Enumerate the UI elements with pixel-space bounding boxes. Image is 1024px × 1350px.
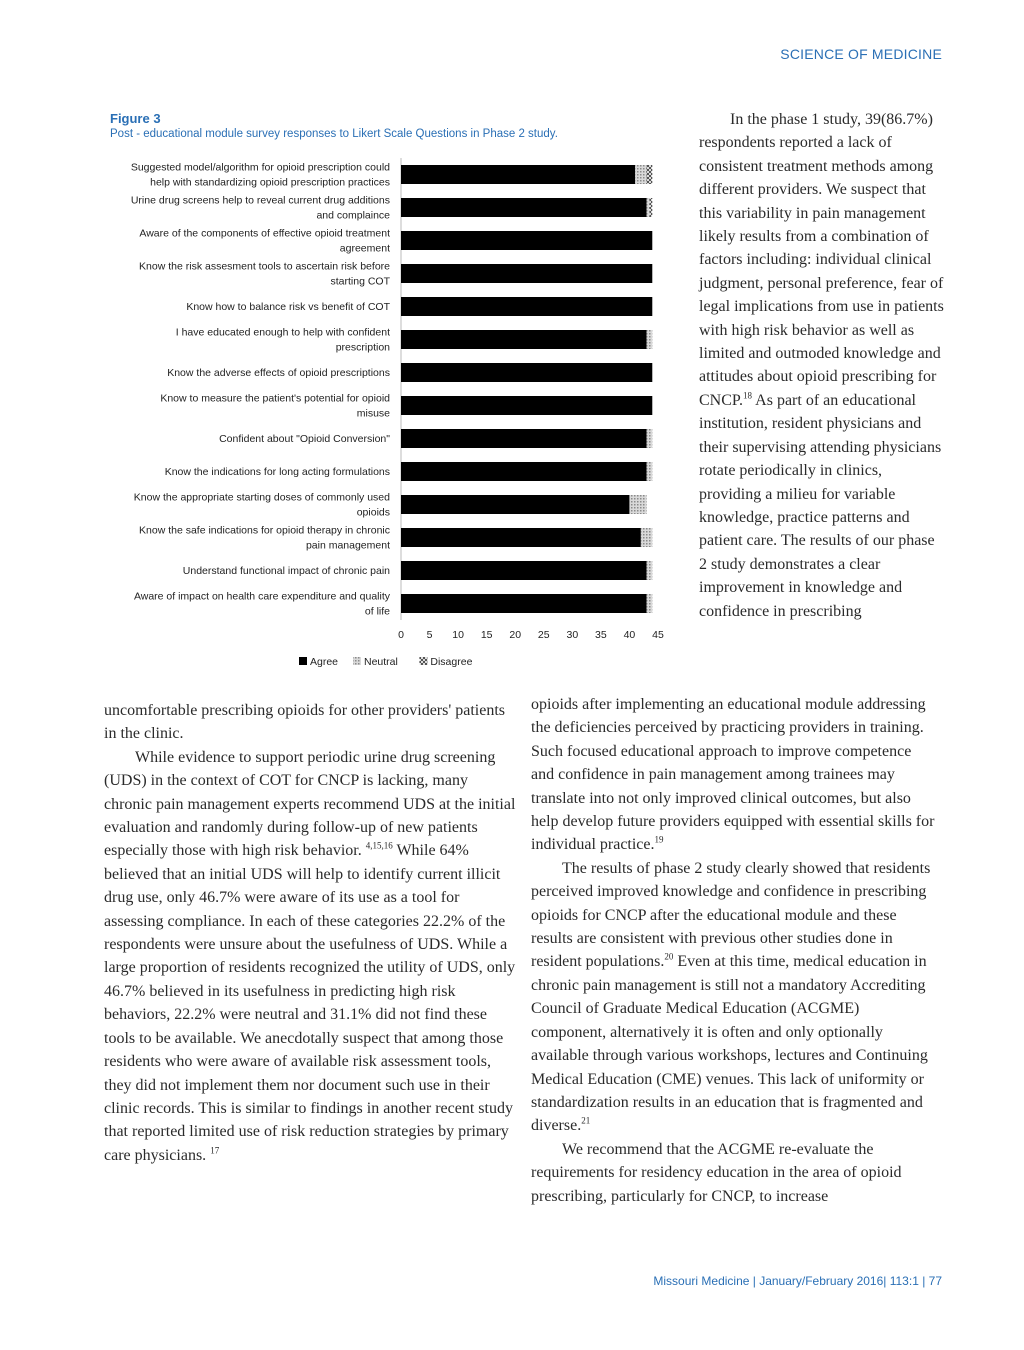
- x-tick-label: 30: [566, 629, 579, 641]
- bar-agree: [401, 198, 647, 217]
- paragraph-uds-cont: While 64% believed that an initial UDS will help to identify current illicit drug use, only 46.7% were aware of its use as a tool for assessing compliance. In each of these categories 22.2% of the respondents were unsure about the usefulness of UDS. While a large proportion of residents recognized the utility of UDS, only 46.7% believed in its usefulness in predicting high risk behaviors, 22.2% were neutral and 31.1% did not find these tools to be available. We anecdotally suspect that among those residents who were aware of available risk assessment tools, they did not implement them nor document such use in their clinic records. This is similar to findings in another recent study that reported limited use of risk reduction strategies by primary care physicians.: [104, 842, 516, 1164]
- bar-agree: [401, 330, 647, 349]
- body-column-top-right: [699, 108, 944, 623]
- category-label: Know the risk assesment tools to ascertain risk before: [139, 260, 390, 273]
- bar-agree: [401, 561, 647, 580]
- category-label: Aware of the components of effective opioid treatment: [139, 227, 390, 240]
- category-label: Understand functional impact of chronic pain: [182, 565, 390, 577]
- legend-swatch-agree: [299, 657, 307, 665]
- category-label: and complaince: [316, 209, 390, 222]
- bar-agree: [401, 231, 652, 250]
- category-label: help with standardizing opioid prescription practices: [150, 176, 390, 189]
- page-footer: Missouri Medicine | January/February 2016| 113:1 | 77: [653, 1274, 942, 1288]
- x-tick-label: 35: [595, 629, 607, 641]
- x-tick-label: 0: [398, 629, 404, 641]
- category-label: Know the appropriate starting doses of commonly used: [133, 491, 390, 504]
- bar-agree: [401, 264, 652, 283]
- category-label: misuse: [356, 407, 390, 420]
- bar-neutral: [635, 165, 646, 184]
- paragraph-opioids-after: opioids after implementing an educational module addressing the deficiencies perceived by practicing providers in training. Such focused educational approach to improve competence and confidence in pain management among trainees may translate into not only improved clinical outcomes, but also help develop future providers equipped with essential skills for individual practice.: [531, 696, 935, 854]
- ref-4-15-16: 4,15,16: [365, 841, 393, 852]
- figure-label: Figure 3: [110, 111, 161, 126]
- bar-neutral: [647, 462, 653, 481]
- category-label: opioids: [356, 506, 390, 519]
- x-tick-label: 40: [623, 629, 636, 641]
- category-label: Know the safe indications for opioid therapy in chronic: [139, 524, 390, 537]
- bar-agree: [401, 165, 635, 184]
- paragraph-uds: While evidence to support periodic urine drug screening (UDS) in the context of COT for CNCP is lacking, many chronic pain management experts recommend UDS at the initial evaluation and randomly during follow-up of new patients especially those with high risk behavior.: [104, 748, 516, 860]
- ref-21: 21: [581, 1115, 591, 1126]
- bar-neutral: [629, 495, 646, 514]
- paragraph-institution: As part of an educational institution, resident physicians and their supervising attending physicians rotate periodically in clinics, providing a milieu for variable knowledge, practice patterns and patient care. The results of our phase 2 study demonstrates a clear improvement in knowledge and confidence in prescribing: [699, 391, 942, 620]
- ref-17: 17: [210, 1145, 220, 1156]
- x-tick-label: 20: [509, 629, 522, 641]
- x-tick-label: 15: [480, 629, 493, 641]
- ref-20: 20: [664, 952, 674, 963]
- category-label: I have educated enough to help with confident: [175, 326, 390, 339]
- category-label: starting COT: [330, 275, 390, 288]
- body-column-left: [104, 699, 516, 1167]
- legend-label-disagree: Disagree: [430, 656, 473, 668]
- category-label: of life: [364, 605, 390, 618]
- bar-neutral: [647, 198, 650, 217]
- x-tick-label: 45: [652, 629, 664, 641]
- bar-disagree: [647, 165, 653, 184]
- bar-disagree: [649, 198, 652, 217]
- section-header: SCIENCE OF MEDICINE: [780, 46, 942, 62]
- legend-swatch-disagree: [419, 657, 427, 665]
- category-label: Know the adverse effects of opioid prescriptions: [167, 367, 390, 379]
- bar-neutral: [647, 594, 653, 613]
- category-label: Urine drug screens help to reveal current drug additions: [130, 194, 390, 207]
- bar-agree: [401, 594, 647, 613]
- bar-agree: [401, 429, 647, 448]
- bar-agree: [401, 495, 629, 514]
- paragraph-recommendation: We recommend that the ACGME re-evaluate the requirements for residency education in the area of opioid prescribing, particularly for CNCP, to increase: [531, 1140, 902, 1205]
- bar-neutral: [647, 330, 653, 349]
- likert-bar-chart: [100, 150, 680, 675]
- bar-agree: [401, 396, 652, 415]
- category-label: Know how to balance risk vs benefit of COT: [186, 301, 390, 313]
- figure-caption: Post - educational module survey responses to Likert Scale Questions in Phase 2 study.: [110, 128, 558, 140]
- x-tick-label: 5: [426, 629, 433, 641]
- bar-neutral: [641, 528, 652, 547]
- category-label: agreement: [339, 242, 390, 255]
- category-label: Aware of impact on health care expenditure and quality: [133, 590, 390, 603]
- category-label: prescription: [335, 341, 390, 354]
- legend-swatch-neutral: [353, 657, 361, 665]
- bar-neutral: [647, 561, 653, 580]
- ref-18: 18: [743, 390, 753, 401]
- ref-19: 19: [654, 835, 664, 846]
- paragraph-phase2-results: The results of phase 2 study clearly showed that residents perceived improved knowledge and confidence in prescribing opioids for CNCP after the educational module and these results are consistent with previous other studies done in resident populations.: [531, 859, 931, 971]
- bar-agree: [401, 363, 652, 382]
- category-label: Know the indications for long acting formulations: [164, 466, 390, 478]
- body-column-right: [531, 693, 936, 1208]
- legend-label-neutral: Neutral: [364, 656, 398, 668]
- x-tick-label: 10: [452, 629, 464, 641]
- paragraph-phase1: In the phase 1 study, 39(86.7%) respondents reported a lack of consistent treatment methods among different providers. We suspect that this variability in pain management likely results from a combination of factors including: individual clinical judgment, personal preference, fear of legal implications from use in patients with high risk behavior as well as limited and outmoded knowledge and attitudes about opioid prescribing for CNCP.: [699, 111, 944, 409]
- bar-agree: [401, 297, 652, 316]
- category-label: Know to measure the patient's potential for opioid: [160, 392, 390, 405]
- bar-agree: [401, 528, 641, 547]
- bar-neutral: [647, 429, 653, 448]
- paragraph-acgme-status: Even at this time, medical education in chronic pain management is still not a mandatory Accrediting Council of Graduate Medical Education (ACGME) component, alternatively it is often and only optionally available through various workshops, lectures and Continuing Medical Education (CME) venues. This lack of uniformity or standardization results in an education that is fragmented and diverse.: [531, 953, 928, 1135]
- category-label: Suggested model/algorithm for opioid prescription could: [130, 161, 390, 174]
- x-tick-label: 25: [537, 629, 550, 641]
- category-label: Confident about "Opioid Conversion": [219, 433, 390, 445]
- bar-agree: [401, 462, 647, 481]
- legend-label-agree: Agree: [310, 656, 339, 668]
- paragraph-uncomfortable: uncomfortable prescribing opioids for other providers' patients in the clinic.: [104, 702, 505, 743]
- category-label: pain management: [305, 539, 390, 552]
